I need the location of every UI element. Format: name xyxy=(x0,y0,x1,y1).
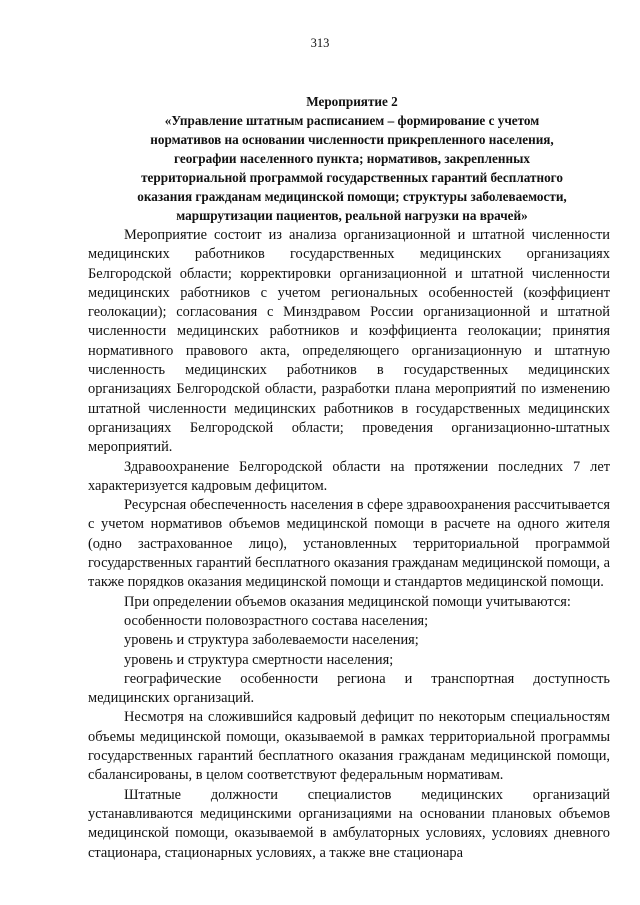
body-text xyxy=(88,226,610,863)
paragraph: Несмотря на сложившийся кадровый дефицит по некоторым специальностям объемы медицинской помощи, оказываемой в рамках территориальной программы государственных гарантий бесплатного оказания гражданам медицинской помощи, сбалансированы, в целом соответствуют федеральным нормативам. xyxy=(88,709,610,784)
heading-line: нормативов на основании численности прикрепленного населения, xyxy=(150,132,554,147)
heading-line: «Управление штатным расписанием – формирование с учетом xyxy=(164,113,540,128)
heading-line: территориальной программой государственных гарантий бесплатного xyxy=(141,170,563,185)
list-item: особенности половозрастного состава населения; xyxy=(124,612,429,629)
heading-line: маршрутизации пациентов, реальной нагрузки на врачей» xyxy=(176,208,528,223)
heading-line: географии населенного пункта; нормативов, закрепленных xyxy=(174,151,530,166)
list-item: уровень и структура заболеваемости населения; xyxy=(124,632,419,649)
page-number: 313 xyxy=(310,36,330,50)
paragraph: Ресурсная обеспеченность населения в сфере здравоохранения рассчитывается с учетом нормативов объемов медицинской помощи в расчете на одного жителя (одно застрахованное лицо), установленных территориальной программой государственных гарантий бесплатного оказания гражданам медицинской помощи, а также порядков оказания медицинской помощи и стандартов медицинской помощи. xyxy=(88,497,610,591)
list-item: уровень и структура смертности населения; xyxy=(124,651,394,668)
paragraph: При определении объемов оказания медицинской помощи учитываются: xyxy=(124,593,571,610)
heading-line: оказания гражданам медицинской помощи; структуры заболеваемости, xyxy=(137,189,567,204)
heading-title: Мероприятие 2 xyxy=(306,94,398,109)
paragraph: Здравоохранение Белгородской области на протяжении последних 7 лет характеризуется кадровым дефицитом. xyxy=(88,458,610,494)
paragraph: Мероприятие состоит из анализа организационной и штатной численности медицинских работников государственных медицинских организациях Белгородской области; корректировки организационной и штатной численности медицинских работников с учетом региональных особенностей (коэффициент геолокации); согласования с Минздравом России организационной и штатной численности медицинских работников и коэффициента геолокации; принятия нормативного правового акта, определяющего организационную и штатную численность медицинских работников в государственных медицинских организациях Белгородской области, разработки плана мероприятий по изменению штатной численности медицинских работников в государственных медицинских организациях Белгородской области; проведения организационно-штатных мероприятий. xyxy=(88,227,610,456)
list-item: географические особенности региона и транспортная доступность медицинских организаций. xyxy=(88,670,610,707)
section-heading xyxy=(96,92,608,225)
paragraph: Штатные должности специалистов медицинских организаций устанавливаются медицинскими организациями на основании плановых объемов медицинской помощи, оказываемой в амбулаторных условиях, условиях дневного стационара, стационарных условиях, а также вне стационара xyxy=(88,786,610,861)
